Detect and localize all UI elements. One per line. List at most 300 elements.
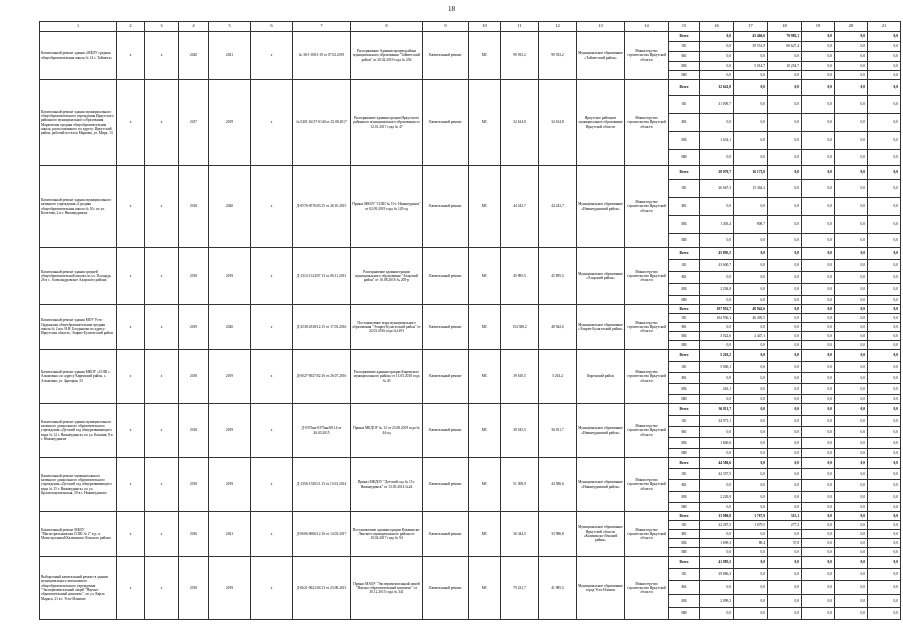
amount-cell: 5 263,2	[700, 350, 734, 362]
amount-cell: 808,7	[734, 216, 768, 234]
amount-cell: 0,0	[768, 416, 802, 427]
funding-source-cell: ОБ	[669, 42, 700, 52]
record-cell-c11: 79 221,7	[501, 557, 539, 620]
record-cell-c14: Министерство строительства Иркутской области	[625, 32, 669, 80]
amount-cell: 0,0	[802, 62, 835, 71]
amount-cell: 0,0	[835, 42, 868, 52]
amount-cell: 0,0	[835, 296, 868, 305]
record-cell-c8: Постановление администрации Казачинско-Ленского муниципального района от 10.04.2017 года № 94	[351, 512, 423, 557]
column-number: 19	[802, 22, 835, 32]
amount-cell: 0,0	[768, 395, 802, 404]
amount-cell: 0,0	[868, 32, 901, 42]
funding-source-cell: ОБ	[669, 521, 700, 530]
amount-cell: 0,0	[868, 96, 901, 114]
funding-source-cell: МБ	[669, 539, 700, 548]
record-cell-c8: Приказ МКОУ "СОШ № 10 г. Нижнеудинск" от 02.09.2019 года № 145-од	[351, 166, 423, 248]
amount-cell: 0,0	[700, 52, 734, 62]
record-cell-c7: Д-0027-0027/02.16 от 26.07.2016	[293, 350, 351, 404]
record-cell-c3: х	[145, 458, 179, 512]
amount-cell: 0,0	[835, 96, 868, 114]
column-number: 21	[868, 22, 901, 32]
amount-cell: 0,0	[768, 234, 802, 248]
amount-cell: 0,0	[835, 166, 868, 180]
funding-source-cell: ФБ	[669, 373, 700, 384]
page-number: 18	[448, 5, 455, 13]
amount-cell: 0,0	[700, 548, 734, 557]
record-cell-c7: Д-0576-0576/03.15 от 28.10.2015	[293, 166, 351, 248]
table-row	[40, 512, 901, 521]
amount-cell: 3 022,6	[700, 332, 734, 341]
funding-source-cell: ОБ	[669, 469, 700, 480]
amount-cell: 0,0	[802, 438, 835, 449]
amount-cell: 0,0	[768, 323, 802, 332]
amount-cell: 0,0	[700, 42, 734, 52]
object-name-cell: Капитальный ремонт муниципального казенного дошкольного образовательного учреждения «Детский сад общеразвивающего вида № 15 г. Нижнеудинск» по ул. Краснопартизанская, 29 в г. Нижнеудинске	[40, 458, 117, 512]
amount-cell: 0,0	[734, 284, 768, 296]
amount-cell: 0,0	[768, 114, 802, 132]
amount-cell: 0,0	[835, 492, 868, 503]
amount-cell: 0,0	[768, 581, 802, 595]
amount-cell: 0,0	[768, 362, 802, 373]
record-cell-c10: МС	[469, 557, 501, 620]
amount-cell: 0,0	[835, 62, 868, 71]
amount-cell: 1 767,9	[734, 512, 768, 521]
amount-cell: 0,0	[802, 480, 835, 492]
record-cell-c5: 2020	[209, 166, 251, 248]
amount-cell: 0,0	[700, 71, 734, 80]
record-cell-c12: 36 811,7	[539, 404, 577, 458]
amount-cell: 0,0	[734, 150, 768, 166]
record-cell-c12: 5 263,2	[539, 350, 577, 404]
funding-source-cell: ИИ	[669, 234, 700, 248]
record-cell-c6: х	[251, 166, 293, 248]
amount-cell: 0,0	[734, 503, 768, 512]
amount-cell: 0,0	[734, 438, 768, 449]
record-cell-c13: Муниципальное образование город Усть-Илимск	[577, 557, 625, 620]
amount-cell: 0,0	[835, 80, 868, 96]
table-row	[40, 305, 901, 314]
record-cell-c7: № 0201-02/17-0140 от 25.08.2017	[293, 80, 351, 166]
amount-cell: 0,0	[835, 438, 868, 449]
record-cell-c8: Приказ МКДОУ № 12 от 23.08.2019 года № 44-од	[351, 404, 423, 458]
amount-cell: 0,0	[835, 557, 868, 569]
amount-cell: 0,0	[868, 62, 901, 71]
table-row	[40, 166, 901, 180]
amount-cell: 0,0	[835, 180, 868, 198]
amount-cell: 0,0	[868, 416, 901, 427]
funding-source-cell: ИИ	[669, 449, 700, 458]
amount-cell: 0,0	[835, 395, 868, 404]
amount-cell: 0,0	[768, 332, 802, 341]
amount-cell: 0,0	[835, 503, 868, 512]
amount-cell: 0,0	[868, 557, 901, 569]
amount-cell: 0,0	[868, 42, 901, 52]
record-cell-c12: 33 986,8	[539, 512, 577, 557]
record-cell-c10: МС	[469, 350, 501, 404]
column-number: 17	[734, 22, 768, 32]
amount-cell: 0,0	[835, 332, 868, 341]
column-number: 8	[351, 22, 423, 32]
record-cell-c3: х	[145, 557, 179, 620]
record-cell-c8: Приказ МКДОУ "Детский сад № 15 г. Нижнеудинск" от 13.05.2014 №24	[351, 458, 423, 512]
amount-cell: 39 886,3	[700, 569, 734, 581]
amount-cell: 0,0	[835, 458, 868, 469]
amount-cell: 0,0	[802, 216, 835, 234]
amount-cell: 0,0	[802, 332, 835, 341]
record-cell-c9: Капитальный ремонт	[423, 166, 469, 248]
amount-cell: 79 982,1	[768, 32, 802, 42]
amount-cell: 0,0	[868, 362, 901, 373]
record-cell-c5: 2019	[209, 458, 251, 512]
amount-cell: 0,0	[768, 503, 802, 512]
record-cell-c10: МС	[469, 404, 501, 458]
record-cell-c9: Капитальный ремонт	[423, 305, 469, 350]
record-cell-c6: х	[251, 248, 293, 305]
amount-cell: 26 667,3	[700, 180, 734, 198]
amount-cell: 0,0	[734, 395, 768, 404]
amount-cell: 2 229,9	[700, 492, 734, 503]
column-number: 16	[700, 22, 734, 32]
amount-cell: 0,0	[835, 71, 868, 80]
amount-cell: 0,0	[868, 305, 901, 314]
amount-cell: 0,0	[802, 557, 835, 569]
record-cell-c5: 2021	[209, 512, 251, 557]
amount-cell: 0,0	[700, 62, 734, 71]
amount-cell: 0,0	[768, 384, 802, 395]
amount-cell: 36 811,7	[700, 404, 734, 416]
amount-cell: 0,0	[868, 180, 901, 198]
funding-source-cell: ФБ	[669, 530, 700, 539]
amount-cell: 5 000,1	[700, 362, 734, 373]
amount-cell: 0,0	[768, 198, 802, 216]
funding-source-cell: МБ	[669, 438, 700, 449]
amount-cell: 0,0	[768, 296, 802, 305]
amount-cell: 0,0	[802, 296, 835, 305]
amount-cell: 0,0	[835, 539, 868, 548]
funding-source-cell: Всего	[669, 512, 700, 521]
amount-cell: 0,0	[868, 512, 901, 521]
amount-cell: 0,0	[868, 492, 901, 503]
amount-cell: 32 641,8	[700, 80, 734, 96]
amount-cell: 0,0	[768, 314, 802, 323]
amount-cell: 0,0	[802, 404, 835, 416]
record-cell-c13: Киренский район	[577, 350, 625, 404]
amount-cell: 0,0	[868, 114, 901, 132]
amount-cell: 0,0	[802, 272, 835, 284]
amount-cell: 0,0	[700, 341, 734, 350]
amount-cell: 0,0	[835, 581, 868, 595]
amount-cell: 0,0	[835, 341, 868, 350]
amount-cell: 0,0	[802, 492, 835, 503]
record-cell-c9: Капитальный ремонт	[423, 350, 469, 404]
record-cell-c5: 2019	[209, 350, 251, 404]
amount-cell: 0,0	[802, 32, 835, 42]
record-cell-c8: Распоряжение Администрации района муниципального образования "Тайшетский район" от 20.02.2019 года № 256	[351, 32, 423, 80]
record-cell-c7: Д-0606-0606/12.16 от 14.03.2017	[293, 512, 351, 557]
record-cell-c9: Капитальный ремонт	[423, 404, 469, 458]
amount-cell: 0,0	[768, 548, 802, 557]
amount-cell: 0,0	[700, 530, 734, 539]
amount-cell: 0,0	[835, 248, 868, 260]
record-cell-c11: 51 508,9	[501, 458, 539, 512]
amount-cell: 0,0	[835, 260, 868, 272]
record-cell-c2: х	[117, 458, 145, 512]
record-cell-c12: 45 895,5	[539, 248, 577, 305]
amount-cell: 0,0	[835, 314, 868, 323]
record-cell-c12: 32 614,8	[539, 80, 577, 166]
amount-cell: 0,0	[700, 323, 734, 332]
amount-cell: 0,0	[835, 198, 868, 216]
amount-cell: 0,0	[734, 530, 768, 539]
record-cell-c14: Министерство строительства Иркутской области	[625, 305, 669, 350]
amount-cell: 0,0	[868, 469, 901, 480]
amount-cell: 0,0	[768, 608, 802, 620]
amount-cell: 104 930,1	[700, 314, 734, 323]
amount-cell: 1 699,3	[700, 539, 734, 548]
funding-source-cell: ИИ	[669, 71, 700, 80]
amount-cell: 0,0	[835, 512, 868, 521]
amount-cell: 0,0	[835, 384, 868, 395]
amount-cell: 0,0	[802, 166, 835, 180]
amount-cell: 43 600,7	[700, 260, 734, 272]
funding-source-cell: ФБ	[669, 581, 700, 595]
amount-cell: 0,0	[868, 608, 901, 620]
amount-cell: 0,0	[802, 449, 835, 458]
record-cell-c6: х	[251, 350, 293, 404]
amount-cell: 0,0	[700, 503, 734, 512]
amount-cell: 0,0	[802, 521, 835, 530]
amount-cell: 0,0	[734, 234, 768, 248]
object-name-cell: Капитальный ремонт здания МКОУ «СОШ с. Алымовка» по адресу Киренский район, с. Алымовка, ул. Зарецкая, 53	[40, 350, 117, 404]
amount-cell: 0,0	[868, 166, 901, 180]
funding-source-cell: Всего	[669, 32, 700, 42]
amount-cell: 0,0	[802, 608, 835, 620]
column-number: 9	[423, 22, 469, 32]
record-cell-c2: х	[117, 32, 145, 80]
amount-cell: 0,0	[734, 480, 768, 492]
amount-cell: 0,0	[700, 480, 734, 492]
amount-cell: 0,0	[835, 132, 868, 150]
amount-cell: 0,0	[768, 569, 802, 581]
amount-cell: 0,0	[835, 362, 868, 373]
record-cell-c9: Капитальный ремонт	[423, 512, 469, 557]
amount-cell: 0,0	[835, 305, 868, 314]
funding-source-cell: ОБ	[669, 96, 700, 114]
amount-cell: 5 914,7	[734, 62, 768, 71]
amount-cell: 0,0	[835, 216, 868, 234]
amount-cell: 0,0	[768, 132, 802, 150]
column-number: 10	[469, 22, 501, 32]
amount-cell: 0,0	[802, 569, 835, 581]
amount-cell: 0,0	[802, 284, 835, 296]
record-cell-c12: 44 586,6	[539, 458, 577, 512]
table-row	[40, 32, 901, 42]
amount-cell: 0,0	[734, 569, 768, 581]
amount-cell: 0,0	[768, 557, 802, 569]
amount-cell: 0,0	[734, 557, 768, 569]
table-row	[40, 458, 901, 469]
record-cell-c3: х	[145, 32, 179, 80]
amount-cell: 0,0	[835, 404, 868, 416]
column-number: 2	[117, 22, 145, 32]
amount-cell: 1 632,1	[700, 132, 734, 150]
funding-source-cell: ФБ	[669, 198, 700, 216]
amount-cell: 0,0	[802, 234, 835, 248]
record-cell-c13: Муниципальное образование «Нижнеудинский район»	[577, 458, 625, 512]
record-cell-c11: 90 933,2	[501, 32, 539, 80]
record-cell-c3: х	[145, 404, 179, 458]
amount-cell: 10 254,7	[768, 62, 802, 71]
amount-cell: 2 447,1	[734, 332, 768, 341]
record-cell-c13: Иркутское районное муниципальное образование Иркутской области	[577, 80, 625, 166]
record-cell-c10: МС	[469, 248, 501, 305]
funding-source-cell: Всего	[669, 404, 700, 416]
amount-cell: 0,0	[768, 52, 802, 62]
funding-source-cell: ФБ	[669, 323, 700, 332]
amount-cell: 0,0	[734, 427, 768, 438]
amount-cell: 0,0	[768, 438, 802, 449]
record-cell-c13: Муниципальное образование «Нижнеудинский район»	[577, 166, 625, 248]
amount-cell: 0,0	[768, 150, 802, 166]
funding-source-cell: ОБ	[669, 569, 700, 581]
funding-source-cell: ОБ	[669, 260, 700, 272]
amount-cell: 0,0	[835, 32, 868, 42]
amount-cell: 0,0	[835, 480, 868, 492]
column-number: 13	[577, 22, 625, 32]
amount-cell: 0,0	[734, 272, 768, 284]
amount-cell: 0,0	[868, 216, 901, 234]
amount-cell: 0,0	[802, 150, 835, 166]
amount-cell: 0,0	[868, 296, 901, 305]
record-cell-c9: Капитальный ремонт	[423, 458, 469, 512]
amount-cell: 0,0	[835, 150, 868, 166]
object-name-cell: Капитальный ремонт здания средней общеобразовательной школы по ул. Площадь, 26 в с. Александровское Аларского района	[40, 248, 117, 305]
record-cell-c5: 2019	[209, 248, 251, 305]
amount-cell: 0,0	[802, 427, 835, 438]
record-cell-c8: Распоряжение администрации Иркутского районного муниципального образования от 12.01.2017 года № 47	[351, 80, 423, 166]
column-number-row	[40, 22, 901, 32]
amount-cell: 0,0	[868, 284, 901, 296]
funding-source-cell: Всего	[669, 166, 700, 180]
record-cell-c9: Капитальный ремонт	[423, 80, 469, 166]
amount-cell: 0,0	[734, 52, 768, 62]
amount-cell: 0,0	[802, 595, 835, 608]
record-cell-c5: 2019	[209, 404, 251, 458]
record-cell-c10: МС	[469, 458, 501, 512]
amount-cell: 68 627,4	[768, 42, 802, 52]
amount-cell: 0,0	[868, 384, 901, 395]
amount-cell: 0,0	[734, 341, 768, 350]
record-cell-c3: х	[145, 305, 179, 350]
amount-cell: 0,0	[734, 296, 768, 305]
funding-source-cell: МБ	[669, 492, 700, 503]
record-cell-c10: МС	[469, 305, 501, 350]
amount-cell: 0,0	[868, 248, 901, 260]
amount-cell: 0,0	[768, 341, 802, 350]
amount-cell: 48 942,6	[734, 305, 768, 314]
amount-cell: 0,0	[734, 373, 768, 384]
amount-cell: 0,0	[802, 323, 835, 332]
amount-cell: 0,0	[734, 350, 768, 362]
amount-cell: 0,0	[835, 323, 868, 332]
amount-cell: 0,0	[868, 438, 901, 449]
amount-cell: 0,0	[868, 198, 901, 216]
table-row	[40, 350, 901, 362]
amount-cell: 0,0	[802, 314, 835, 323]
record-cell-c7: Д-0375нн-0375нн/08.14 от 26.03.2015	[293, 404, 351, 458]
record-cell-c3: х	[145, 166, 179, 248]
amount-cell: 0,0	[768, 80, 802, 96]
amount-cell: 34 971,1	[700, 416, 734, 427]
record-cell-c13: Муниципальное образование Иркутской области «Казачинско-Ленский район»	[577, 512, 625, 557]
amount-cell: 0,0	[768, 469, 802, 480]
amount-cell: 0,0	[768, 350, 802, 362]
amount-cell: 0,0	[734, 458, 768, 469]
amount-cell: 0,0	[700, 150, 734, 166]
record-cell-c13: Муниципальное образование «Тайшетский район»	[577, 32, 625, 80]
amount-cell: 0,0	[700, 395, 734, 404]
amount-cell: 0,0	[868, 272, 901, 284]
record-cell-c11: 44 243,7	[501, 166, 539, 248]
amount-cell: 0,0	[802, 305, 835, 314]
record-cell-c7: № 38-1-0031-19 от 07.02.2019	[293, 32, 351, 80]
amount-cell: 0,0	[802, 350, 835, 362]
amount-cell: 263,1	[700, 384, 734, 395]
record-cell-c11: 154 388,2	[501, 305, 539, 350]
record-cell-c6: х	[251, 80, 293, 166]
record-cell-c7: Д-1314-1314/07.13 от 06.11.2013	[293, 248, 351, 305]
record-cell-c14: Министерство строительства Иркутской области	[625, 512, 669, 557]
amount-cell: 0,0	[768, 166, 802, 180]
funding-source-cell: ФБ	[669, 480, 700, 492]
amount-cell: 0,0	[768, 71, 802, 80]
amount-cell: 0,0	[768, 458, 802, 469]
amount-cell: 45 466,6	[734, 32, 768, 42]
record-cell-c11: 45 895,5	[501, 248, 539, 305]
amount-cell: 0,0	[835, 530, 868, 539]
amount-cell: 0,0	[802, 373, 835, 384]
amount-cell: 0,0	[700, 608, 734, 620]
amount-cell: 0,0	[802, 503, 835, 512]
record-cell-c8: Приказ МАОУ "Экспериментальный лицей "Научно-образовательный комплекс" от 30.12.2015 года № 341	[351, 557, 423, 620]
amount-cell: 37,8	[768, 539, 802, 548]
amount-cell: 2 099,2	[700, 595, 734, 608]
funding-source-cell: ИИ	[669, 503, 700, 512]
amount-cell: 0,0	[802, 395, 835, 404]
record-cell-c5: 2020	[209, 305, 251, 350]
table-row	[40, 557, 901, 569]
amount-cell: 0,0	[868, 581, 901, 595]
amount-cell: 0,0	[700, 581, 734, 595]
record-cell-c7: Д-0621-0621/04.13 от 23.08.2013	[293, 557, 351, 620]
record-cell-c12: 90 933,2	[539, 32, 577, 80]
amount-cell: 0,0	[868, 449, 901, 458]
amount-cell: 0,0	[868, 458, 901, 469]
amount-cell: 31 009,7	[700, 96, 734, 114]
record-cell-c3: х	[145, 248, 179, 305]
column-number: 14	[625, 22, 669, 32]
amount-cell: 0,0	[700, 198, 734, 216]
amount-cell: 0,0	[868, 569, 901, 581]
amount-cell: 0,0	[835, 521, 868, 530]
amount-cell: 0,0	[868, 548, 901, 557]
amount-cell: 0,0	[868, 234, 901, 248]
record-cell-c4: 2018	[179, 248, 209, 305]
amount-cell: 0,0	[802, 469, 835, 480]
object-name-cell: Капитальный ремонт здания муниципального общеобразовательного учреждения Иркутского районного муниципального образования Марковская средняя общеобразовательная школа, расположенного по адресу: Иркутский район, рабочий поселок Маркова, ул. Мира, 13	[40, 80, 117, 166]
amount-cell: 0,0	[802, 132, 835, 150]
record-cell-c4: 2018	[179, 350, 209, 404]
